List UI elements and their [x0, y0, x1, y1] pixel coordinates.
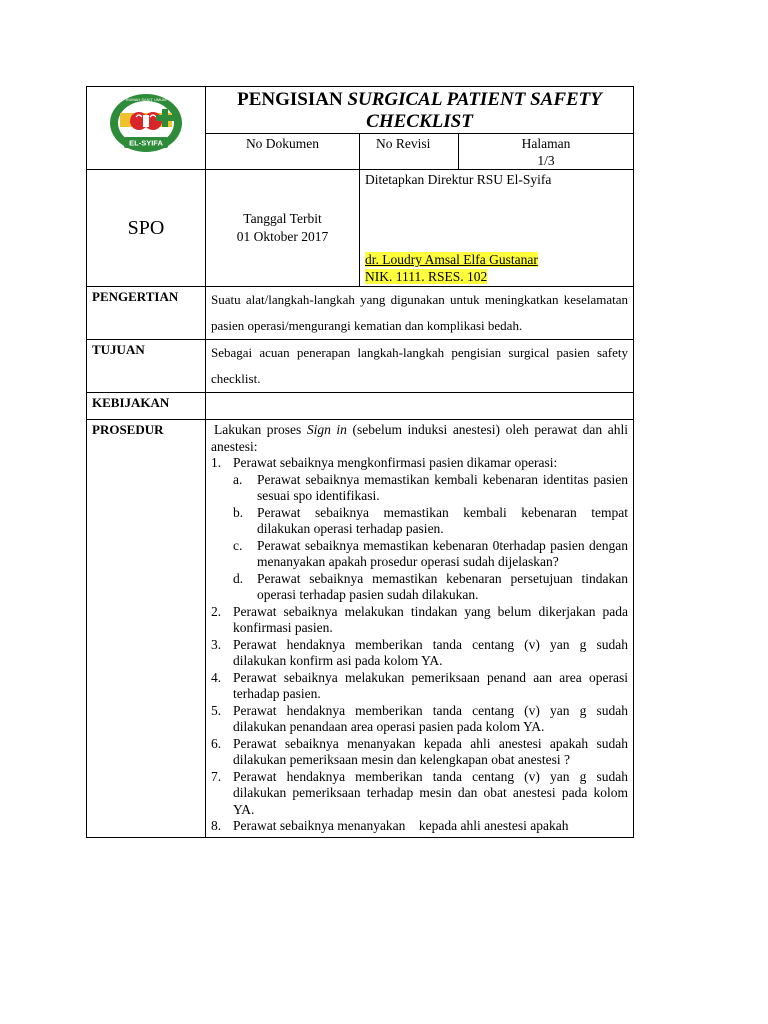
sub-item [211, 538, 628, 571]
list-item [211, 818, 628, 835]
sub-item [211, 505, 628, 538]
ditetapkan-cell [360, 170, 634, 287]
pengertian-label: PENGERTIAN [87, 287, 206, 340]
tanggal-value: 01 Oktober 2017 [236, 229, 329, 244]
sub-item-text: Perawat sebaiknya memastikan kembali kebenaran identitas pasien sesuai spo identifikasi. [257, 471, 628, 503]
item-text: Perawat hendaknya memberikan tanda centang (v) yan g sudah dilakukan pemeriksaan terhadap mesin dan obat anestesi pada kolom YA. [233, 768, 628, 817]
item-number: 7. [211, 768, 222, 784]
no-dokumen-cell: No Dokumen [206, 134, 360, 170]
spo-document-table [86, 86, 634, 838]
item-number: 1. [211, 455, 222, 470]
prosedur-list [211, 455, 628, 835]
item-number: 6. [211, 735, 222, 751]
prosedur-content [206, 420, 634, 838]
list-item [211, 637, 628, 670]
spo-label: SPO [87, 170, 206, 287]
sub-item-text: Perawat sebaiknya memastikan kebenaran 0terhadap pasien dengan menanyakan apakah prosedur operasi sudah dijelaskan? [257, 537, 628, 569]
hospital-logo [106, 93, 186, 159]
item-text: Perawat sebaiknya menanyakan kepada ahli anestesi apakah sudah dilakukan pemeriksaan mesin dan kelengkapan obat anestesi ? [233, 735, 628, 767]
document-title [206, 87, 634, 134]
halaman-cell [459, 134, 634, 170]
intro-sign-in: Sign in [306, 422, 347, 437]
tujuan-label: TUJUAN [87, 340, 206, 393]
sub-item-letter: a. [233, 471, 243, 487]
tanggal-label: Tanggal Terbit [243, 211, 322, 226]
list-item [211, 703, 628, 736]
signature-block [365, 251, 538, 285]
kebijakan-label: KEBIJAKAN [87, 393, 206, 420]
sub-item-text: Perawat sebaiknya memastikan kebenaran persetujuan tindakan operasi terhadap pasien sudah dilakukan. [257, 570, 628, 602]
item-number: 5. [211, 702, 222, 718]
title-prefix: PENGISIAN [237, 89, 348, 110]
sub-item [211, 571, 628, 604]
title-italic: SURGICAL PATIENT SAFETY CHECKLIST [347, 89, 602, 132]
pengertian-text: Suatu alat/langkah-langkah yang digunakan untuk meningkatkan keselamatan pasien operasi/mengurangi kematian dan komplikasi bedah. [206, 287, 634, 340]
sub-item-text: Perawat sebaiknya memastikan kembali kebenaran tempat dilakukan operasi terhadap pasien. [257, 504, 628, 536]
item-text: Perawat sebaiknya melakukan pemeriksaan penand aan area operasi terhadap pasien. [233, 669, 628, 701]
logo-cell [87, 87, 206, 170]
sub-item-letter: d. [233, 570, 244, 586]
intro-part-b: (sebelum induksi anestesi) oleh perawat dan ahli anestesi: [211, 422, 628, 454]
list-item [211, 455, 628, 604]
prosedur-label: PROSEDUR [87, 420, 206, 838]
sub-item-letter: b. [233, 504, 244, 520]
ditetapkan-text: Ditetapkan Direktur RSU El-Syifa [365, 172, 552, 187]
item-text: Perawat hendaknya memberikan tanda centang (v) yan g sudah dilakukan konfirm asi pada kolom YA. [233, 636, 628, 668]
logo-name: EL-SYIFA [129, 138, 163, 148]
item-number: 3. [211, 636, 222, 652]
halaman-label: Halaman [521, 136, 571, 151]
list-item [211, 769, 628, 819]
tujuan-text: Sebagai acuan penerapan langkah-langkah pengisian surgical pasien safety checklist. [206, 340, 634, 393]
tanggal-cell [206, 170, 360, 287]
item-text: Perawat hendaknya memberikan tanda centang (v) yan g sudah dilakukan penandaan area operasi pasien pada kolom YA. [233, 702, 628, 734]
intro-part-a: Lakukan proses [214, 422, 307, 437]
list-item [211, 670, 628, 703]
no-revisi-cell: No Revisi [360, 134, 459, 170]
kebijakan-text [206, 393, 634, 420]
list-item [211, 604, 628, 637]
sub-item-letter: c. [233, 537, 243, 553]
halaman-value: 1/3 [537, 153, 555, 168]
item-text: Perawat sebaiknya mengkonfirmasi pasien dikamar operasi: [233, 455, 558, 470]
item-text: Perawat sebaiknya menanyakan kepada ahli anestesi apakah [233, 818, 569, 833]
item-number: 8. [211, 818, 222, 833]
item-number: 4. [211, 669, 222, 685]
sub-item [211, 472, 628, 505]
prosedur-intro [211, 422, 628, 455]
logo-arc-text: RUMAH SAKIT UMUM [125, 97, 167, 102]
item-text: Perawat sebaiknya melakukan tindakan yang belum dikerjakan pada konfirmasi pasien. [233, 603, 628, 635]
director-name: dr. Loudry Amsal Elfa Gustanar [365, 252, 538, 267]
director-nik: NIK. 1111. RSES. 102 [365, 269, 488, 284]
list-item [211, 736, 628, 769]
item-number: 2. [211, 603, 222, 619]
